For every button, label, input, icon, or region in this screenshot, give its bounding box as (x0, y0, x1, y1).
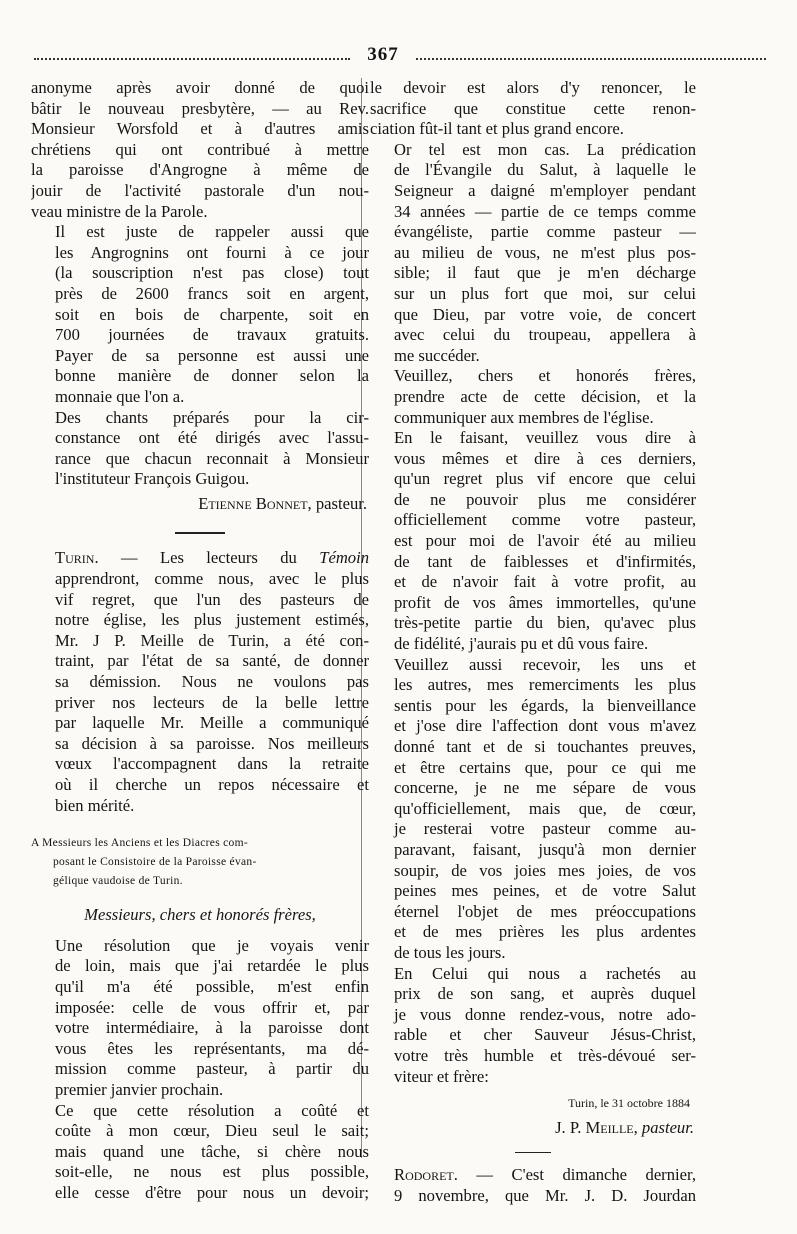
text-line: est pour moi de l'avoir été au milieu (394, 531, 696, 551)
text-line: anonyme après avoir donné de quoi (31, 78, 369, 97)
signature-name: J. P. Meille (555, 1117, 634, 1137)
letter-salutation: Messieurs, chers et honorés frères, (84, 905, 316, 925)
text-line: éternel l'objet de mes préoccupations (394, 901, 696, 921)
paragraph (31, 936, 369, 1101)
section-heading-turin: Turin. (55, 548, 99, 568)
text-line: votre intermédiaire, à la paroisse dont (55, 1018, 369, 1038)
text-line: Veuillez aussi recevoir, les uns et (394, 654, 696, 674)
text-line: mais quand une tâche, si chère nous (55, 1141, 369, 1161)
text-line: près de 2600 francs soit en argent, (55, 283, 369, 303)
turin-article (31, 548, 369, 816)
text-line: communiquer aux membres de l'église. (394, 407, 654, 427)
text-line: vous êtes les représentants, ma dé- (55, 1038, 369, 1058)
text-line: En Celui qui nous a rachetés au (394, 963, 696, 983)
text-line: Mr. J P. Meille de Turin, a été con- (55, 630, 369, 650)
text-line (31, 548, 369, 569)
text-line: coûte à mon cœur, Dieu seul le sait; (55, 1121, 369, 1141)
text-line: veau ministre de la Parole. (31, 201, 208, 221)
text-line: 700 journées de travaux gratuits. (55, 325, 369, 345)
text-run: — C'est dimanche dernier, (457, 1165, 696, 1185)
text-line: sacrifice que constitue cette renon- (370, 98, 696, 118)
text-line: soit-elle, ne nous est plus possible, (55, 1162, 369, 1182)
text-line: les autres, mes remerciments les plus (394, 675, 696, 695)
text-line: paravant, faisant, jusqu'à mon dernier (394, 839, 696, 859)
text-line: l'instituteur François Guigou. (55, 469, 250, 489)
text-line: prix de son sang, et auprès duquel (394, 984, 696, 1004)
text-line: En le faisant, veuillez vous dire à (394, 428, 696, 448)
text-line: de tous les jours. (394, 942, 506, 962)
text-line: et de mes prières les plus ardentes (394, 922, 696, 942)
address-line: posant le Consistoire de la Paroisse évan- (53, 856, 257, 869)
text-line: apprendront, comme nous, avec le plus (55, 569, 369, 589)
text-line: Seigneur a daigné m'employer pendant (394, 180, 696, 200)
text-line: vœux l'accompagnent dans la retraite (55, 754, 369, 774)
text-line: le devoir est alors d'y renoncer, le (370, 78, 696, 97)
paragraph (31, 222, 369, 407)
text-line: soupir, de vos joies mes joies, de vos (394, 860, 696, 880)
text-line: soit en bois de charpente, soit en (55, 304, 369, 324)
text-line: viteur et frère: (394, 1066, 489, 1086)
left-column (31, 78, 369, 1204)
text-run: — Les lecteurs du (98, 548, 320, 568)
signature-bonnet: Etienne Bonnet, pasteur. (198, 493, 367, 513)
text-line: de loin, mais que j'ai retardée le plus (55, 956, 369, 976)
address-line: A Messieurs les Anciens et les Diacres com- (31, 837, 248, 850)
section-heading-rodoret: Rodoret. (394, 1165, 458, 1185)
paragraph (370, 428, 696, 655)
text-line: de fidélité, j'aurais pu et dû vous faire. (394, 634, 649, 654)
text-line: sur un plus fort que moi, sur celui (394, 283, 696, 303)
text-line: ciation fût-il tant et plus grand encore. (370, 119, 624, 139)
text-line: au milieu de vous, ne m'est plus pos- (394, 242, 696, 262)
text-line: (la souscription n'est pas close) tout (55, 263, 369, 283)
paragraph (31, 1101, 369, 1204)
text-line: premier janvier prochain. (55, 1079, 224, 1099)
text-line: et j'ose dire l'affection dont vous m'avez (394, 716, 696, 736)
text-line: elle cesse d'être pour nous un devoir; (55, 1182, 369, 1202)
text-line: par laquelle Mr. Meille a communiqué (55, 713, 369, 733)
text-line: qu'officiellement, mais que, de cœur, (394, 798, 696, 818)
text-line: rable et cher Sauveur Jésus-Christ, (394, 1025, 696, 1045)
text-line: 34 années — partie de ce temps comme (394, 201, 696, 221)
text-line: très-petite partie du bien, qu'avec plus (394, 613, 696, 633)
text-line: où il cherche un repos nécessaire et (55, 775, 369, 794)
text-line: profit de vos âmes immortelles, qu'une (394, 592, 696, 612)
rodoret-lines (370, 1186, 696, 1207)
text-line: qu'un regret plus vif encore que celui (394, 469, 696, 489)
text-line: sa démission. Nous ne voulons pas (55, 672, 369, 692)
paragraph (370, 140, 696, 367)
text-line: de l'Évangile du Salut, à laquelle le (394, 160, 696, 180)
text-line: évangéliste, partie comme pasteur — (394, 222, 696, 242)
text-line: jouir de l'activité pastorale d'un nou- (31, 180, 369, 200)
text-line: chrétiens qui ont contribué à mettre (31, 139, 369, 159)
text-line: mission comme pasteur, à partir du (55, 1059, 369, 1079)
turin-lines (31, 569, 369, 816)
text-line: je vous donne rendez-vous, notre ado- (394, 1004, 696, 1024)
section-rule (515, 1152, 551, 1153)
text-line: les Angrognins ont fourni à ce jour (55, 242, 369, 262)
text-line: Il est juste de rappeler aussi que (55, 222, 369, 242)
text-line: Une résolution que je voyais venir (55, 935, 369, 955)
paragraph (370, 366, 696, 428)
letter-date: Turin, le 31 octobre 1884 (568, 1096, 690, 1111)
header-rule-right (416, 58, 766, 60)
text-line: que Dieu, par votre voie, de concert (394, 304, 696, 324)
paragraph (31, 78, 369, 222)
signature-role: pasteur. (641, 1117, 694, 1137)
text-line: me succéder. (394, 345, 480, 365)
text-line: de tant de faiblesses et d'infirmités, (394, 551, 696, 571)
text-line: avec celui du troupeau, appellera à (394, 325, 696, 345)
signature-role: pasteur. (315, 493, 367, 513)
text-line: la paroisse d'Angrogne à même de (31, 160, 369, 180)
text-line: imposée: celle de vous offrir et, par (55, 997, 369, 1017)
paragraph (370, 964, 696, 1088)
text-line: Monsieur Worsfold et à d'autres amis (31, 119, 369, 139)
text-line: 9 novembre, que Mr. J. D. Jourdan (394, 1185, 696, 1205)
text-line: votre très humble et très-dévoué ser- (394, 1045, 696, 1065)
text-line: sa décision à sa paroisse. Nos meilleurs (55, 733, 369, 753)
text-line: qu'il m'a été possible, m'est enfin (55, 976, 369, 996)
text-line: vif regret, que l'un des pasteurs de (55, 589, 369, 609)
right-column (370, 78, 696, 1206)
signature-meille: J. P. Meille, pasteur. (555, 1117, 694, 1137)
text-line: rance que chacun reconnait à Monsieur (55, 448, 369, 468)
text-line: officiellement comme votre pasteur, (394, 510, 696, 530)
text-line: sentis pour les égards, la bienveillance (394, 695, 696, 715)
text-line: bonne manière de donner selon la (55, 366, 369, 386)
text-line: bâtir le nouveau presbytère, — au Rev. (31, 98, 369, 118)
text-line: notre église, les plus justement estimés, (55, 610, 369, 630)
page-header (34, 44, 766, 64)
text-line: bien mérité. (55, 795, 135, 815)
paragraph (370, 655, 696, 964)
text-line: prendre acte de cette décision, et la (394, 386, 696, 406)
text-line: concerne, je ne me sépare de vous (394, 778, 696, 798)
text-line: peines mes peines, et de votre Salut (394, 881, 696, 901)
text-line: traint, par l'état de sa santé, de donner (55, 651, 369, 671)
text-line: Ce que cette résolution a coûté et (55, 1100, 369, 1120)
text-line: sible; il faut que je m'en décharge (394, 263, 696, 283)
text-line: constance ont été dirigés avec l'assu- (55, 428, 369, 448)
text-line: Or tel est mon cas. La prédication (394, 139, 696, 159)
text-line: Payer de sa personne est aussi une (55, 345, 369, 365)
signature-name: Etienne Bonnet (198, 493, 308, 513)
text-line: et être certains que, pour ce qui me (394, 757, 696, 777)
text-line: de ne pouvoir plus me considérer (394, 489, 696, 509)
text-line: vous mêmes et dire à ces derniers, (394, 448, 696, 468)
text-line: priver nos lecteurs de la belle lettre (55, 692, 369, 712)
paragraph (31, 408, 369, 490)
text-line: donné tant et de si touchantes preuves, (394, 737, 696, 756)
paragraph (370, 78, 696, 140)
text-line (370, 1165, 696, 1186)
text-line: je resterai votre pasteur comme au- (394, 819, 696, 839)
letter-address (31, 834, 369, 891)
section-rule (175, 532, 225, 534)
rodoret-article (370, 1165, 696, 1206)
text-line: Des chants préparés pour la cir- (55, 407, 369, 427)
text-line: monnaie que l'on a. (55, 386, 185, 406)
text-line: Veuillez, chers et honorés frères, (394, 366, 696, 386)
journal-title: Témoin (319, 548, 369, 568)
page-number: 367 (367, 44, 399, 65)
text-line: et de n'avoir fait à votre profit, au (394, 572, 696, 592)
address-line: gélique vaudoise de Turin. (53, 875, 183, 888)
header-rule-left (34, 58, 350, 60)
